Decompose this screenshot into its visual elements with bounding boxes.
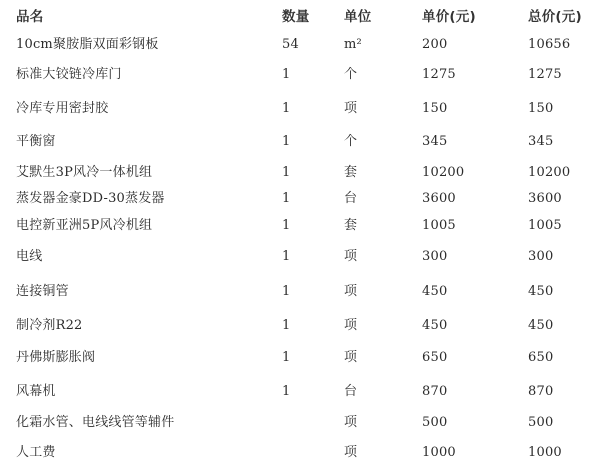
table-row	[0, 441, 600, 465]
header-unit-price: 单价(元)	[422, 9, 476, 25]
item-name: 蒸发器金豪DD-30蒸发器	[16, 191, 165, 206]
table-row	[0, 214, 600, 238]
item-total-price: 500	[528, 415, 554, 430]
item-total-price: 650	[528, 350, 554, 365]
item-unit-price: 300	[422, 249, 448, 264]
item-qty: 1	[282, 384, 291, 399]
table-row	[0, 63, 600, 87]
item-unit: 项	[344, 249, 358, 264]
table-row	[0, 280, 600, 304]
table-row	[0, 130, 600, 154]
item-total-price: 1005	[528, 218, 562, 233]
item-name: 风幕机	[16, 384, 56, 399]
item-total-price: 450	[528, 284, 554, 299]
item-name: 10cm聚胺脂双面彩钢板	[16, 37, 159, 52]
item-qty: 1	[282, 191, 291, 206]
item-unit-price: 500	[422, 415, 448, 430]
item-unit: 项	[344, 445, 358, 460]
table-row	[0, 33, 600, 57]
item-name: 标准大铰链冷库门	[16, 67, 122, 82]
item-unit-price: 10200	[422, 165, 465, 180]
item-name: 丹佛斯膨胀阀	[16, 350, 96, 365]
item-unit: 台	[344, 384, 358, 399]
table-row	[0, 161, 600, 185]
item-qty: 1	[282, 165, 291, 180]
item-unit: 个	[344, 134, 358, 149]
item-unit: 个	[344, 67, 358, 82]
item-unit: m²	[344, 37, 362, 52]
item-qty: 1	[282, 350, 291, 365]
item-total-price: 1275	[528, 67, 562, 82]
table-row	[0, 380, 600, 404]
item-unit: 项	[344, 318, 358, 333]
item-qty: 1	[282, 67, 291, 82]
item-name: 化霜水管、电线线管等辅件	[16, 415, 175, 430]
item-qty: 1	[282, 249, 291, 264]
item-qty: 1	[282, 101, 291, 116]
item-unit: 项	[344, 101, 358, 116]
item-unit-price: 200	[422, 37, 448, 52]
table-row	[0, 411, 600, 435]
item-unit: 套	[344, 218, 358, 233]
header-qty: 数量	[282, 9, 310, 25]
item-total-price: 345	[528, 134, 554, 149]
item-unit-price: 150	[422, 101, 448, 116]
item-total-price: 10200	[528, 165, 571, 180]
item-unit-price: 870	[422, 384, 448, 399]
item-unit-price: 345	[422, 134, 448, 149]
item-name: 平衡窗	[16, 134, 56, 149]
item-unit: 项	[344, 350, 358, 365]
item-total-price: 300	[528, 249, 554, 264]
item-qty: 1	[282, 218, 291, 233]
header-name: 品名	[16, 9, 44, 25]
table-header-row	[0, 5, 600, 29]
item-name: 电控新亚洲5P风冷机组	[16, 218, 153, 233]
item-unit-price: 3600	[422, 191, 456, 206]
item-total-price: 10656	[528, 37, 571, 52]
item-unit-price: 1275	[422, 67, 456, 82]
item-name: 冷库专用密封胶	[16, 101, 109, 116]
item-total-price: 3600	[528, 191, 562, 206]
header-total-price: 总价(元)	[528, 9, 582, 25]
item-unit-price: 650	[422, 350, 448, 365]
item-unit: 项	[344, 415, 358, 430]
item-unit: 套	[344, 165, 358, 180]
table-row	[0, 314, 600, 338]
item-total-price: 1000	[528, 445, 562, 460]
item-unit-price: 1000	[422, 445, 456, 460]
item-unit: 台	[344, 191, 358, 206]
item-qty: 1	[282, 284, 291, 299]
item-name: 艾默生3P风冷一体机组	[16, 165, 153, 180]
header-unit: 单位	[344, 9, 372, 25]
table-row	[0, 97, 600, 121]
item-unit: 项	[344, 284, 358, 299]
item-name: 制冷剂R22	[16, 318, 83, 333]
item-unit-price: 1005	[422, 218, 456, 233]
table-row	[0, 245, 600, 269]
item-name: 人工费	[16, 445, 56, 460]
item-qty: 1	[282, 134, 291, 149]
item-name: 连接铜管	[16, 284, 69, 299]
table-row	[0, 346, 600, 370]
item-qty: 54	[282, 37, 299, 52]
item-unit-price: 450	[422, 318, 448, 333]
table-row	[0, 187, 600, 211]
item-total-price: 150	[528, 101, 554, 116]
item-name: 电线	[16, 249, 43, 264]
item-unit-price: 450	[422, 284, 448, 299]
item-qty: 1	[282, 318, 291, 333]
item-total-price: 450	[528, 318, 554, 333]
item-total-price: 870	[528, 384, 554, 399]
